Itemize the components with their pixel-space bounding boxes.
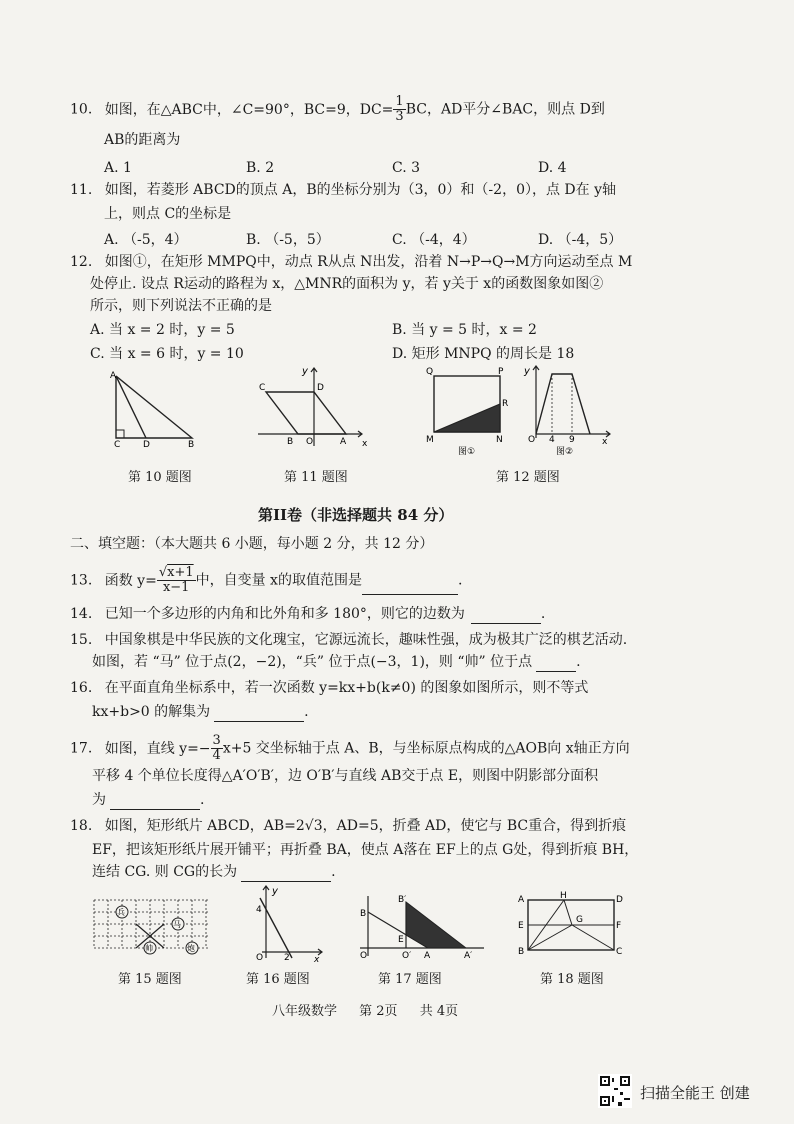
q18-line1: 18. 如图，矩形纸片 ABCD，AB=2√3，AD=5，折叠 AD，使它与 BC重合，得到折痕 xyxy=(70,818,627,834)
q18-line3: 连结 CG. 则 CG的长为 . xyxy=(92,864,336,880)
figure-12-1 xyxy=(420,362,516,462)
fig10-label-d: D xyxy=(143,440,150,450)
fig16-label-4: 4 xyxy=(256,905,262,915)
q15-line1: 15. 中国象棋是中华民族的文化瑰宝，它源远流长，趣味性强，成为极其广泛的棋艺活动. xyxy=(70,632,628,648)
q10-option-b: B. 2 xyxy=(246,160,275,176)
q11-option-d: D. （-4，5） xyxy=(538,232,623,248)
q17-answer-blank xyxy=(110,795,200,810)
page-footer xyxy=(272,1002,458,1022)
question-number: 18. xyxy=(70,818,93,834)
fig18-label-e: E xyxy=(518,921,524,931)
question-number: 11. xyxy=(70,182,93,198)
q13-line: 13. 函数 y= $\frac{√x+1}{x-1}$ 中，自变量 x的取值范围是 . xyxy=(70,565,463,595)
fig12-label-x: x xyxy=(602,437,608,447)
fig17-label-e: E xyxy=(398,935,404,945)
fig12-label-p: P xyxy=(498,367,504,377)
piece-ma: 马 xyxy=(173,920,181,929)
fig18-label-h: H xyxy=(560,891,567,901)
fig18-label-a: A xyxy=(518,895,525,905)
q14-line: 14. 已知一个多边形的内角和比外角和多 180°，则它的边数为 . xyxy=(70,606,546,622)
fig17-caption: 第 17 题图 xyxy=(378,972,442,987)
figure-11 xyxy=(254,362,370,450)
q18-answer-blank xyxy=(241,867,331,882)
section-heading: 二、填空题：（本大题共 6 小题，每小题 2 分，共 12 分） xyxy=(70,536,434,552)
q14-answer-blank xyxy=(471,609,541,624)
q16-line2: kx+b>0 的解集为 . xyxy=(92,704,309,720)
q18-line2: EF，把该矩形纸片展开铺平；再折叠 BA，使点 A落在 EF上的点 G处，得到折痕 BH， xyxy=(92,842,639,858)
figure-12-2 xyxy=(518,362,614,462)
fig12-label-o: O xyxy=(528,435,536,445)
qr-code-icon xyxy=(598,1074,632,1108)
q13-fraction: $\frac{√x+1}{x-1}$ xyxy=(158,565,194,595)
question-number: 16. xyxy=(70,680,93,696)
fig12-label-4: 4 xyxy=(549,435,555,445)
fig18-label-g: G xyxy=(576,915,583,925)
fig17-label-o: O xyxy=(360,951,368,961)
q10-text-b: BC，AD平分∠BAC，则点 D到 xyxy=(405,101,605,118)
q16-answer-blank xyxy=(214,707,304,722)
q17-line1: 17. 如图，直线 y=− $\frac{3}{4}$ x+5 交坐标轴于点 A、B，与坐标原点构成的△AOB向 x轴正方向 xyxy=(70,733,630,763)
fig18-label-f: F xyxy=(616,921,622,931)
figure-15 xyxy=(90,894,214,960)
fig17-label-a: A xyxy=(424,951,431,961)
fig12-sub-1: 图① xyxy=(458,447,476,457)
fig12-label-y: y xyxy=(524,366,530,377)
q11-option-c: C. （-4，4） xyxy=(392,232,476,248)
fig17-label-a-prime: A′ xyxy=(464,951,473,961)
piece-bing: 兵 xyxy=(117,908,125,917)
fig11-label-c: C xyxy=(259,383,266,393)
figure-17 xyxy=(356,892,488,962)
fig11-label-d: D xyxy=(317,383,324,393)
q11-line1: 11. 如图，若菱形 ABCD的顶点 A，B的坐标分别为（3，0）和（-2，0），点 D在 y轴 xyxy=(70,182,617,198)
q10-option-c: C. 3 xyxy=(392,160,421,176)
question-number: 12. xyxy=(70,254,93,270)
fig17-label-o-prime: O′ xyxy=(402,951,412,961)
q16-line1: 16. 在平面直角坐标系中，若一次函数 y=kx+b(k≠0) 的图象如图所示，则不等式 xyxy=(70,680,589,696)
figure-10 xyxy=(100,366,210,450)
fig12-label-m: M xyxy=(426,435,434,445)
q10-option-a: A. 1 xyxy=(104,160,132,176)
fig11-label-x: x xyxy=(362,439,368,449)
fig12-sub-2: 图② xyxy=(556,447,574,457)
q12-line1: 12. 如图①，在矩形 MMPQ中，动点 R从点 N出发，沿着 N→P→Q→M方向运动至点 M xyxy=(70,254,633,270)
scanner-watermark: 扫描全能王 创建 xyxy=(640,1084,750,1102)
q12-option-d: D. 矩形 MNPQ 的周长是 18 xyxy=(392,346,575,362)
q11-line2: 上，则点 C的坐标是 xyxy=(104,206,232,222)
fig12-label-n: N xyxy=(496,435,503,445)
piece-pao: 炮 xyxy=(187,944,195,953)
fig16-label-y: y xyxy=(272,886,278,897)
fig18-caption: 第 18 题图 xyxy=(540,972,604,987)
fig12-label-9: 9 xyxy=(569,435,575,445)
question-number: 10. xyxy=(70,101,93,118)
fig17-label-b: B xyxy=(360,909,367,919)
q12-option-c: C. 当 x = 6 时，y = 10 xyxy=(90,346,244,362)
fig16-caption: 第 16 题图 xyxy=(246,972,310,987)
fig10-label-a: A xyxy=(110,371,117,381)
question-number: 17. xyxy=(70,740,93,757)
fig16-label-x: x xyxy=(314,955,320,962)
fig15-caption: 第 15 题图 xyxy=(118,972,182,987)
part2-title: 第II卷（非选择题共 84 分） xyxy=(258,506,454,524)
fig12-label-r: R xyxy=(502,399,509,409)
footer-subject: 八年级数学 xyxy=(272,1004,338,1019)
fig16-label-o: O xyxy=(256,953,264,962)
q10-line2: AB的距离为 xyxy=(104,132,181,148)
question-number: 15. xyxy=(70,632,93,648)
fig11-label-y: y xyxy=(302,366,308,377)
q11-option-a: A. （-5，4） xyxy=(104,232,188,248)
fig10-label-b: B xyxy=(188,440,195,450)
fig17-label-b-prime: B′ xyxy=(398,895,407,905)
question-number: 13. xyxy=(70,572,93,589)
q12-line3: 所示，则下列说法不正确的是 xyxy=(90,298,272,314)
footer-page: 第 2页 xyxy=(359,1004,398,1019)
fig11-label-a: A xyxy=(340,437,347,447)
fig11-label-b: B xyxy=(287,437,294,447)
q17-line3: 为 . xyxy=(92,792,205,808)
q12-option-a: A. 当 x = 2 时，y = 5 xyxy=(90,322,235,338)
q10-text: 如图，在△ABC中，∠C=90°，BC=9，DC= xyxy=(104,101,394,118)
fig12-label-q: Q xyxy=(426,367,434,377)
q15-answer-blank xyxy=(536,657,576,672)
figure-18 xyxy=(514,890,630,962)
fig16-label-2: 2 xyxy=(284,953,290,962)
fig11-caption: 第 11 题图 xyxy=(284,470,348,485)
q12-line2: 处停止. 设点 R运动的路程为 x，△MNR的面积为 y，若 y关于 x的函数图象如图② xyxy=(90,276,604,292)
figure-16 xyxy=(246,882,326,962)
question-number: 14. xyxy=(70,606,93,622)
fig18-label-c: C xyxy=(616,947,623,957)
q11-option-b: B. （-5，5） xyxy=(246,232,330,248)
fig10-caption: 第 10 题图 xyxy=(128,470,192,485)
fig12-caption: 第 12 题图 xyxy=(496,470,560,485)
q10-fraction: $\frac{1}{3}$ xyxy=(395,94,404,124)
q12-option-b: B. 当 y = 5 时，x = 2 xyxy=(392,322,537,338)
fig18-label-b: B xyxy=(518,947,525,957)
q10-line1 xyxy=(70,95,605,124)
piece-shuai: 帅 xyxy=(145,944,153,953)
fig10-label-c: C xyxy=(114,440,121,450)
q17-fraction: $\frac{3}{4}$ xyxy=(212,733,221,763)
q15-line2: 如图，若 “马” 位于点(2，−2)，“兵” 位于点(−3，1)，则 “帅” 位于点 . xyxy=(92,654,581,670)
q10-option-d: D. 4 xyxy=(538,160,567,176)
q13-answer-blank xyxy=(362,580,458,595)
footer-total: 共 4页 xyxy=(419,1004,459,1019)
fig11-label-o: O xyxy=(306,437,314,447)
fig18-label-d: D xyxy=(616,895,623,905)
q17-line2: 平移 4 个单位长度得△A′O′B′，边 O′B′与直线 AB交于点 E，则图中阴影部分面积 xyxy=(92,768,599,784)
